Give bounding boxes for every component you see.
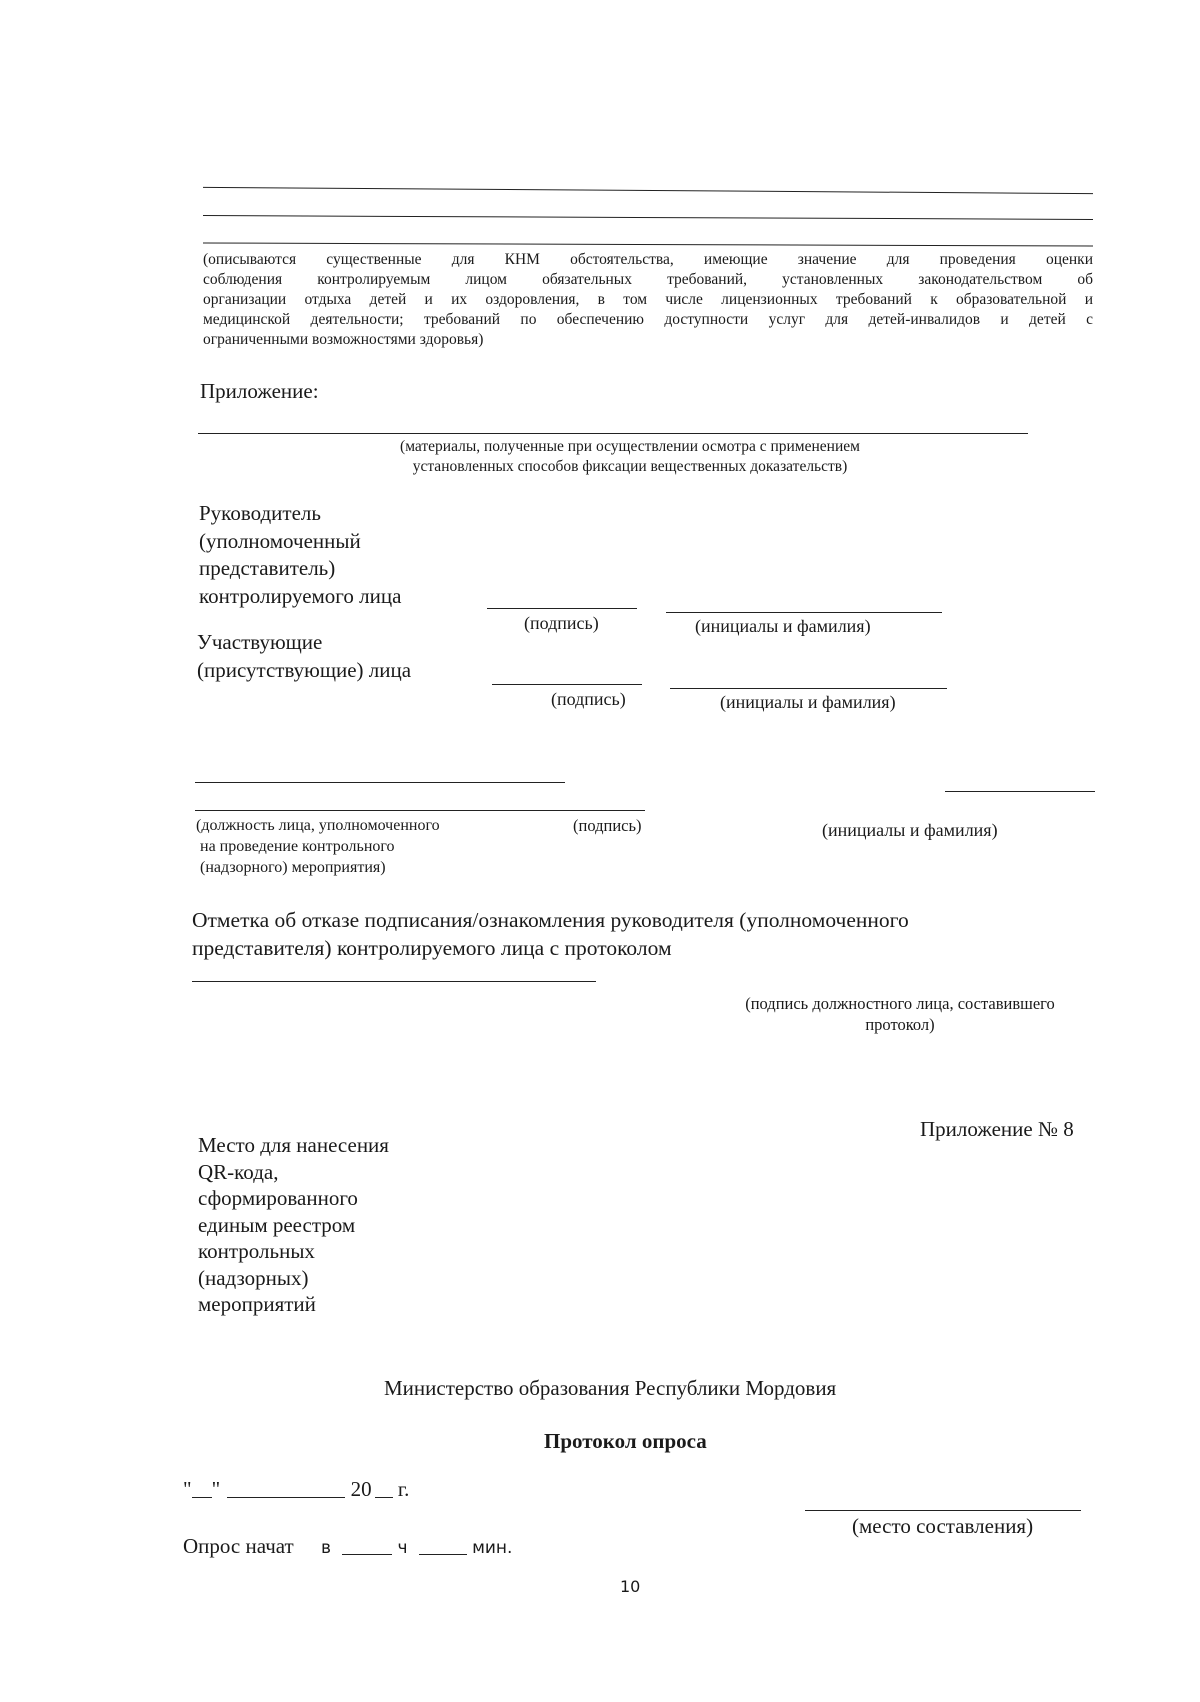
circumstances-caption-line: медицинской деятельности; требований по обеспечению доступности услуг для детей-инвалидов и детей с bbox=[203, 311, 1093, 328]
official-position-caption-line: (надзорного) мероприятия) bbox=[200, 859, 386, 876]
qr-code-place-line: Место для нанесения bbox=[198, 1133, 389, 1157]
attachment-caption-line: (материалы, полученные при осуществлении осмотра с применением bbox=[400, 438, 860, 455]
start-in: в bbox=[320, 1538, 332, 1558]
qr-code-place-line: контрольных bbox=[198, 1239, 315, 1263]
official-position-line bbox=[195, 782, 565, 783]
refusal-signature-line bbox=[192, 981, 596, 982]
refusal-caption-line: (подпись должностного лица, составившего bbox=[745, 994, 1055, 1013]
circumstances-line-1 bbox=[203, 187, 1093, 194]
refusal-text-line: представителя) контролируемого лица с протоколом bbox=[192, 936, 672, 960]
head-signature-label-line: Руководитель bbox=[199, 501, 321, 525]
official-name-line bbox=[945, 791, 1095, 792]
circumstances-caption-line: (описываются существенные для КНМ обстоятельства, имеющие значение для проведения оценки bbox=[203, 251, 1093, 268]
date-quote-close: " bbox=[211, 1477, 221, 1501]
ministry-name: Министерство образования Республики Мордовия bbox=[384, 1376, 837, 1400]
official-position-caption-line: (должность лица, уполномоченного bbox=[196, 817, 440, 834]
day-blank bbox=[192, 1479, 212, 1498]
start-time-line bbox=[183, 1533, 512, 1562]
head-signature-label bbox=[199, 500, 401, 610]
head-signature-line bbox=[487, 608, 637, 609]
page-number: 10 bbox=[620, 1577, 641, 1596]
head-signature-label-line: контролируемого лица bbox=[199, 583, 402, 608]
minutes-label: мин. bbox=[472, 1538, 513, 1558]
qr-code-place bbox=[198, 1132, 389, 1318]
participants-name-caption: (инициалы и фамилия) bbox=[720, 692, 896, 712]
head-name-caption: (инициалы и фамилия) bbox=[695, 616, 871, 636]
qr-code-place-line: (надзорных) bbox=[198, 1265, 309, 1290]
participants-label-line: (присутствующие) лица bbox=[197, 658, 412, 682]
appendix-number-label: Приложение № 8 bbox=[920, 1117, 1074, 1141]
official-signature-line bbox=[195, 810, 645, 811]
participants-signature-line bbox=[492, 684, 642, 685]
protocol-title: Протокол опроса bbox=[544, 1429, 707, 1453]
minutes-blank bbox=[419, 1536, 467, 1555]
head-signature-caption: (подпись) bbox=[524, 613, 599, 633]
head-signature-label-line: (уполномоченный bbox=[199, 528, 361, 553]
circumstances-caption-line: ограниченными возможностями здоровья) bbox=[203, 331, 484, 348]
participants-signature-caption: (подпись) bbox=[551, 689, 626, 709]
official-position-caption bbox=[196, 815, 440, 878]
qr-code-place-line: сформированного bbox=[198, 1186, 358, 1210]
attachment-label: Приложение: bbox=[200, 379, 319, 403]
circumstances-line-3 bbox=[203, 242, 1093, 246]
refusal-text-line: Отметка об отказе подписания/ознакомления руководителя (уполномоченного bbox=[192, 908, 909, 932]
official-position-caption-line: на проведение контрольного bbox=[200, 838, 395, 855]
year-suffix: г. bbox=[397, 1477, 410, 1501]
official-name-caption: (инициалы и фамилия) bbox=[822, 820, 998, 840]
hours-blank bbox=[342, 1536, 392, 1555]
date-quote-open: " bbox=[183, 1477, 192, 1501]
participants-label bbox=[197, 628, 411, 684]
attachment-caption-line: установленных способов фиксации вещественных доказательств) bbox=[412, 458, 848, 475]
circumstances-caption-line: соблюдения контролируемым лицом обязательных требований, установленных законодательством об bbox=[203, 271, 1093, 288]
place-caption: (место составления) bbox=[852, 1514, 1034, 1538]
refusal-caption bbox=[705, 993, 1095, 1035]
circumstances-caption bbox=[203, 250, 1093, 350]
refusal-text bbox=[192, 906, 909, 962]
participants-label-line: Участвующие bbox=[197, 630, 323, 654]
circumstances-caption-line: организации отдыха детей и их оздоровления, в том числе лицензионных требований к образовательной и bbox=[203, 291, 1093, 308]
month-blank bbox=[227, 1479, 345, 1498]
qr-code-place-line: единым реестром bbox=[198, 1212, 356, 1237]
refusal-caption-line: протокол) bbox=[865, 1015, 935, 1034]
qr-code-place-line: мероприятий bbox=[198, 1292, 316, 1316]
hours-label: ч bbox=[397, 1538, 408, 1558]
qr-code-place-line: QR-кода, bbox=[198, 1159, 279, 1184]
start-label: Опрос начат bbox=[183, 1534, 294, 1558]
participants-name-line bbox=[670, 688, 947, 689]
official-signature-caption: (подпись) bbox=[573, 816, 642, 835]
year-prefix: 20 bbox=[350, 1477, 372, 1501]
head-signature-label-line: представитель) bbox=[199, 556, 336, 580]
attachment-caption bbox=[330, 437, 930, 477]
circumstances-line-2 bbox=[203, 215, 1093, 220]
place-line bbox=[805, 1510, 1081, 1511]
year-blank bbox=[375, 1479, 393, 1498]
attachment-line bbox=[198, 433, 1028, 434]
date-line bbox=[183, 1476, 409, 1503]
head-name-line bbox=[666, 612, 942, 613]
